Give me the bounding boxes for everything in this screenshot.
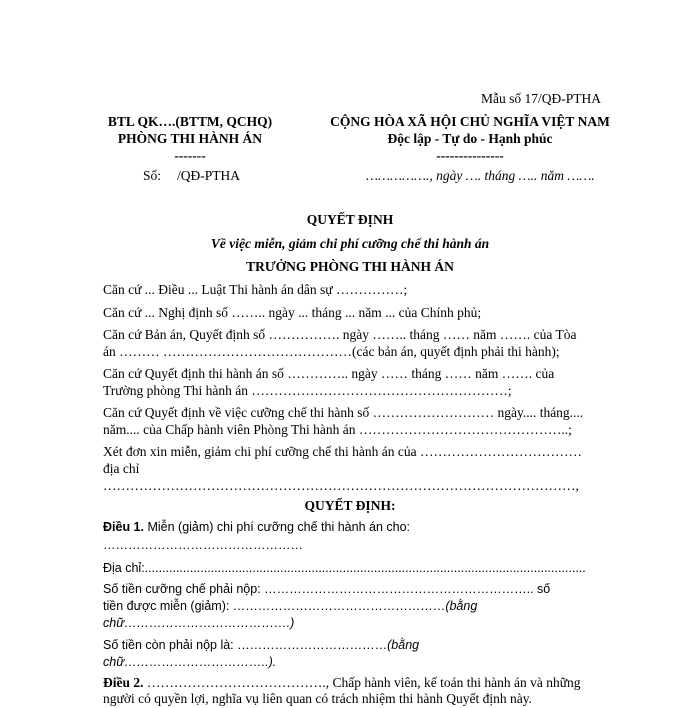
basis-judgment-cont: án ……… ……………………………………(các bản án, quyết định phải thi hành);	[103, 344, 560, 359]
address-label: Địa chỉ:	[103, 561, 145, 575]
exempt-amount-label: tiền được miễn (giảm): ……………………………………………	[103, 599, 446, 613]
amount-due: Số tiền cưỡng chế phải nộp: ……………………………………………………….. số	[103, 582, 551, 596]
agency-name: BTL QK….(BTTM, QCHQ)	[107, 114, 273, 129]
article-2-text: …………………………………., Chấp hành viên, kế toán thi hành án và những	[143, 675, 581, 690]
address-dots: ...............................................................................................................................	[144, 561, 586, 575]
article-1-beneficiary-dots: …………………………………………	[103, 538, 303, 552]
basis-enforcement-decision-cont: Trường phòng Thi hành án …………………………………………………;	[103, 383, 512, 398]
article-1-text: Miễn (giảm) chi phí cưỡng chế thi hành án cho:	[144, 520, 411, 534]
exempt-amount	[103, 597, 477, 615]
applicant-address-label: địa chỉ	[103, 461, 140, 476]
national-motto: Độc lập - Tự do - Hạnh phúc	[387, 131, 553, 146]
left-divider: -------	[174, 148, 206, 163]
basis-law: Căn cứ ... Điều ... Luật Thi hành án dân sự ……………;	[103, 282, 408, 297]
document-number-label: Số:	[143, 168, 162, 183]
right-divider: ---------------	[436, 148, 504, 163]
decision-heading: QUYẾT ĐỊNH:	[304, 498, 396, 513]
remaining-amount-label: Số tiền còn phải nộp là: ………………………………	[103, 638, 388, 652]
form-number: Mẫu số 17/QĐ-PTHA	[481, 91, 601, 106]
basis-decree: Căn cứ ... Nghị định số …….. ngày ... tháng ... năm ... của Chính phủ;	[103, 305, 482, 320]
applicant-address-dots: ……………………………………………………………………………………………,	[103, 478, 579, 493]
exempt-amount-words-open: (bằng	[445, 599, 478, 613]
article-1	[103, 518, 410, 536]
national-title: CỘNG HÒA XÃ HỘI CHỦ NGHĨA VIỆT NAM	[330, 114, 610, 129]
application-review: Xét đơn xin miễn, giảm chi phí cưỡng chế thi hành án của ………………………………	[103, 444, 583, 459]
date-line: ……………., ngày …. tháng ….. năm …….	[366, 168, 595, 183]
decision-title: QUYẾT ĐỊNH	[306, 212, 394, 227]
article-2-cont: người có quyền lợi, nghĩa vụ liên quan có trách nhiệm thi hành Quyết định này.	[103, 691, 533, 706]
basis-judgment: Căn cứ Bản án, Quyết định số ……………. ngày …….. tháng …… năm ……. của Tòa	[103, 327, 577, 342]
article-1-address	[103, 559, 586, 577]
basis-coercion-decision: Căn cứ Quyết định về việc cưỡng chế thi hành số ……………………… ngày.... tháng....	[103, 405, 584, 420]
issuing-authority: TRƯỞNG PHÒNG THI HÀNH ÁN	[246, 259, 454, 274]
remaining-amount-words-open: (bằng	[387, 638, 420, 652]
basis-enforcement-decision: Căn cứ Quyết định thi hành án số ………….. ngày …… tháng …… năm ……. của	[103, 366, 555, 381]
remaining-amount-words: chữ……………………………..).	[103, 655, 277, 669]
article-2-label: Điều 2.	[103, 675, 144, 690]
decision-subject: Về việc miễn, giảm chi phí cưỡng chế thi hành án	[210, 236, 490, 251]
remaining-amount	[103, 636, 419, 654]
article-1-label: Điều 1.	[103, 520, 144, 534]
exempt-amount-words: chữ………………………………….)	[103, 616, 295, 630]
department-name: PHÒNG THI HÀNH ÁN	[117, 131, 263, 146]
document-number-value: /QĐ-PTHA	[177, 168, 240, 183]
basis-coercion-decision-cont: năm.... của Chấp hành viên Phòng Thi hành án ………………………………………..;	[103, 422, 572, 437]
